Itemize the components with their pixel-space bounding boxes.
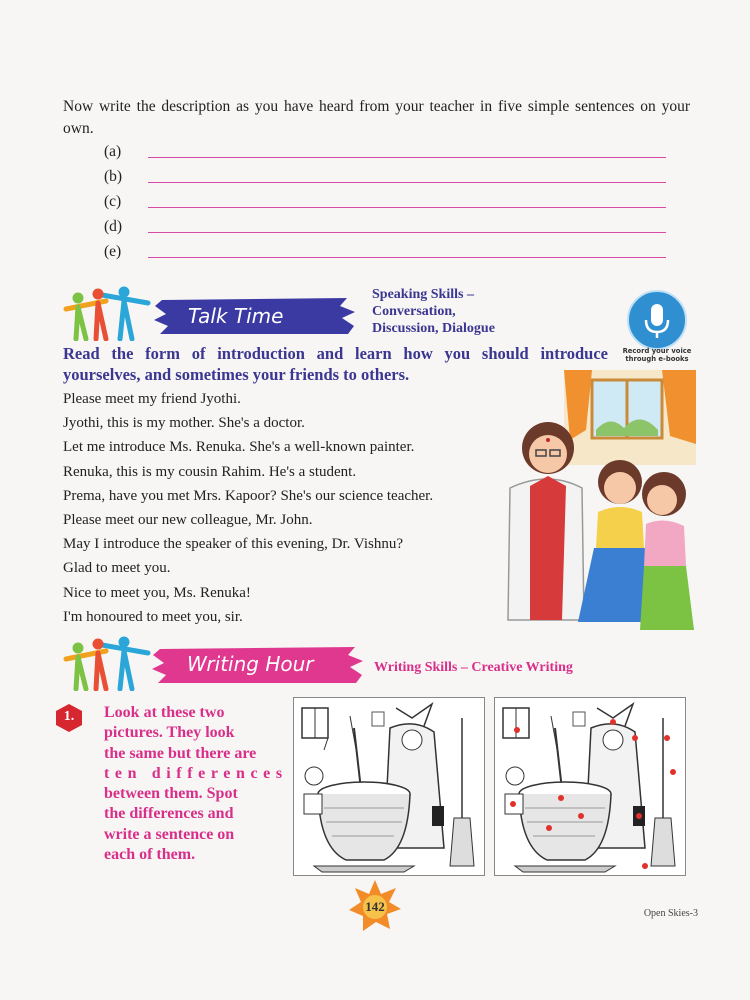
- instruction-text: Now write the description as you have heard from your teacher in five simple sentences on your own.: [63, 98, 690, 137]
- example-line: Please meet my friend Jyothi.: [63, 391, 241, 407]
- example-line: Jyothi, this is my mother. She's a doctor.: [63, 415, 305, 432]
- task-line: the differences and: [104, 805, 234, 823]
- answer-label: (c): [104, 193, 122, 210]
- example-line: Prema, have you met Mrs. Kapoor? She's our science teacher.: [63, 487, 434, 504]
- microphone-icon: [629, 292, 685, 348]
- example-line: Let me introduce Ms. Renuka. She's a well-known painter.: [63, 439, 415, 456]
- answer-label: (e): [104, 243, 122, 260]
- record-caption: [612, 347, 702, 363]
- example-line: Renuka, this is my cousin Rahim. He's a student.: [63, 463, 357, 480]
- page-number: 142: [365, 899, 385, 914]
- task-line: the same but there are: [104, 744, 257, 762]
- task-number: 1.: [63, 709, 75, 724]
- people-group-icon: [62, 285, 154, 341]
- answer-line-d[interactable]: [104, 218, 666, 238]
- caption-line: Record your voice: [622, 347, 692, 355]
- writing-skills-label: Writing Skills – Creative Writing: [374, 660, 573, 675]
- introduction-illustration: [500, 370, 696, 638]
- example-line: Glad to meet you.: [63, 560, 171, 577]
- task-instructions: [104, 703, 288, 865]
- talk-time-title: Talk Time: [188, 304, 284, 328]
- answer-line-e[interactable]: [104, 243, 666, 263]
- skill-line: Discussion, Dialogue: [372, 321, 495, 336]
- task-line: each of them.: [104, 846, 196, 864]
- task-line: Look at these two: [104, 704, 225, 721]
- speaking-skills-label: [372, 286, 495, 337]
- answer-line-c[interactable]: [104, 193, 666, 213]
- book-title: Open Skies-3: [643, 908, 698, 919]
- skill-line: Conversation,: [372, 304, 456, 319]
- answer-label: (d): [104, 218, 123, 235]
- caption-line: through e-books: [625, 355, 689, 363]
- answer-line-b[interactable]: [104, 168, 666, 188]
- answer-line-a[interactable]: [104, 143, 666, 163]
- task-line: between them. Spot: [104, 785, 238, 803]
- witch-picture-left[interactable]: [293, 697, 485, 876]
- example-line: I'm honoured to meet you, sir.: [63, 608, 243, 625]
- task-line: ten differences: [104, 764, 288, 782]
- example-line: Nice to meet you, Ms. Renuka!: [63, 584, 251, 601]
- task-line: write a sentence on: [104, 825, 235, 843]
- skill-line: Speaking Skills –: [372, 287, 474, 302]
- introduction-examples: [63, 387, 433, 629]
- answer-label: (a): [104, 143, 122, 160]
- people-group-icon: [62, 635, 154, 691]
- record-voice-button[interactable]: [627, 290, 687, 350]
- writing-hour-title: Writing Hour: [187, 652, 314, 676]
- witch-picture-right[interactable]: [494, 697, 686, 876]
- example-line: Please meet our new colleague, Mr. John.: [63, 512, 313, 529]
- task-line: pictures. They look: [104, 724, 235, 742]
- answer-label: (b): [104, 168, 123, 185]
- section-heading: Read the form of introduction and learn how you should introduce yourselves, and sometimes your friends to others.: [63, 344, 608, 384]
- example-line: May I introduce the speaker of this evening, Dr. Vishnu?: [63, 536, 403, 553]
